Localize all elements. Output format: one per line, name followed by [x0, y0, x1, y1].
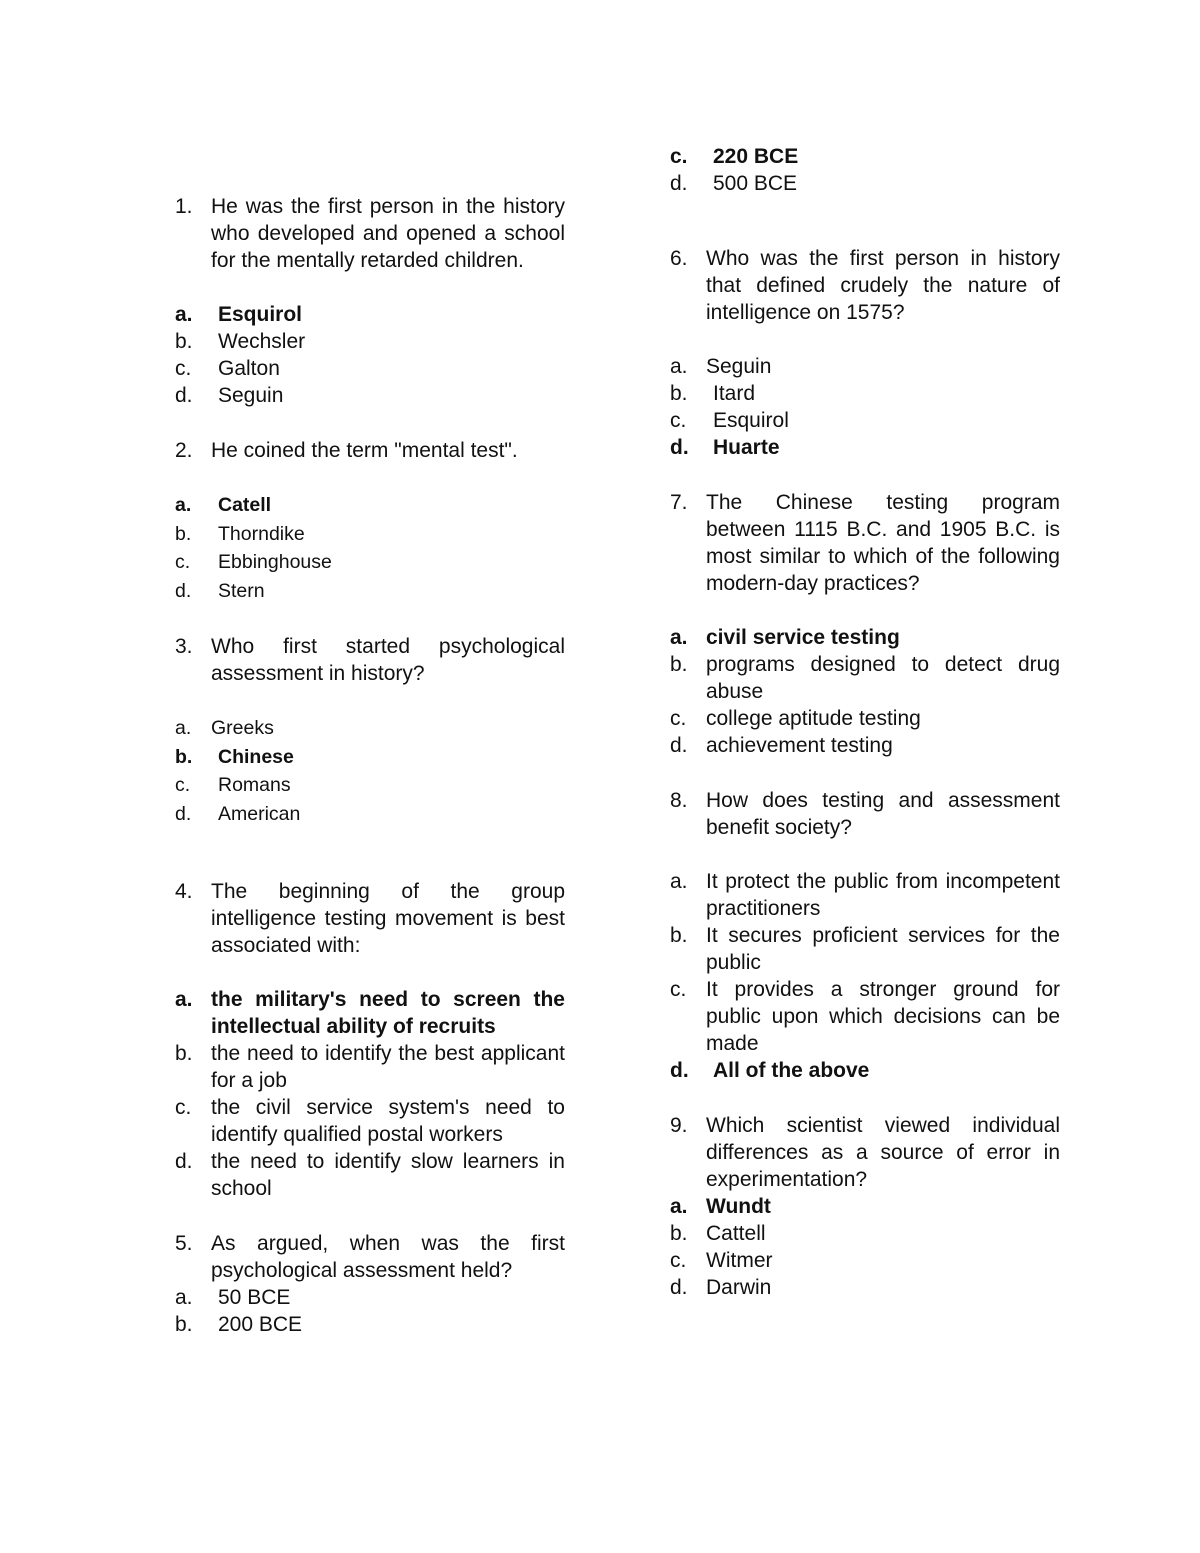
option-text: Seguin — [218, 384, 284, 407]
question-text: The beginning of the group intelligence testing movement is best associated with: — [211, 880, 565, 957]
option-3c — [175, 771, 565, 800]
option-8b — [670, 922, 1060, 976]
option-text: civil service testing — [706, 626, 900, 649]
option-3d — [175, 800, 565, 829]
option-letter: b. — [670, 653, 688, 676]
question-9 — [670, 1112, 1060, 1193]
option-7d — [670, 732, 1060, 759]
option-text: Catell — [218, 494, 272, 516]
option-3a — [175, 714, 565, 743]
option-text: the military's need to screen the intellectual ability of recruits — [211, 988, 565, 1038]
right-column — [670, 143, 1060, 1301]
option-text: Thorndike — [218, 522, 305, 545]
option-text: Romans — [218, 774, 291, 796]
option-text: programs designed to detect drug abuse — [706, 653, 1060, 703]
option-8d — [670, 1057, 1060, 1084]
option-text: 50 BCE — [218, 1286, 291, 1309]
question-2 — [175, 437, 565, 464]
question-text: He was the first person in the history who developed and opened a school for the mentally retarded children. — [211, 195, 565, 272]
option-2a — [175, 491, 565, 520]
question-text: Who was the first person in history that defined crudely the nature of intelligence on 1575? — [706, 247, 1060, 324]
options-9 — [670, 1193, 1060, 1301]
question-number: 4. — [175, 880, 193, 903]
option-9c — [670, 1247, 1060, 1274]
option-letter: d. — [670, 172, 688, 195]
option-4d — [175, 1148, 565, 1202]
option-letter: b. — [175, 745, 193, 768]
options-1 — [175, 301, 565, 409]
option-1b — [175, 328, 565, 355]
question-text: Who first started psychological assessment in history? — [211, 635, 565, 685]
question-8 — [670, 787, 1060, 841]
option-7a — [670, 624, 1060, 651]
option-1a — [175, 301, 565, 328]
option-9d — [670, 1274, 1060, 1301]
question-number: 1. — [175, 195, 193, 218]
question-number: 8. — [670, 789, 688, 812]
option-text: Darwin — [706, 1276, 772, 1299]
option-letter: b. — [670, 382, 688, 405]
options-5-left — [175, 1284, 565, 1338]
left-column — [175, 193, 565, 1338]
option-letter: b. — [175, 1313, 193, 1336]
options-6 — [670, 353, 1060, 461]
option-text: Chinese — [218, 745, 294, 768]
question-1 — [175, 193, 565, 274]
option-letter: d. — [175, 1150, 193, 1173]
option-letter: a. — [175, 988, 193, 1011]
option-letter: c. — [175, 1096, 192, 1119]
option-letter: b. — [175, 330, 193, 353]
question-number: 2. — [175, 439, 193, 462]
option-letter: b. — [670, 924, 688, 947]
option-letter: b. — [175, 1042, 193, 1065]
options-5-right — [670, 143, 1060, 197]
question-number: 7. — [670, 491, 688, 514]
question-text: The Chinese testing program between 1115 B.C. and 1905 B.C. is most similar to which of the following modern-day practices? — [706, 491, 1060, 595]
option-letter: a. — [175, 717, 192, 739]
option-text: 500 BCE — [713, 172, 798, 195]
question-number: 3. — [175, 635, 193, 658]
option-3b — [175, 743, 565, 772]
option-text: Huarte — [713, 436, 780, 459]
option-text: Stern — [218, 579, 265, 602]
options-4 — [175, 986, 565, 1202]
option-letter: c. — [175, 357, 192, 380]
option-text: It secures proficient services for the public — [706, 924, 1060, 974]
question-number: 5. — [175, 1232, 193, 1255]
option-8c — [670, 976, 1060, 1057]
option-letter: a. — [175, 494, 192, 516]
option-text: Greeks — [211, 717, 274, 739]
question-6 — [670, 245, 1060, 326]
option-letter: d. — [670, 1059, 689, 1082]
question-text: Which scientist viewed individual differences as a source of error in experimentation? — [706, 1114, 1060, 1191]
option-5d — [670, 170, 1060, 197]
option-text: Esquirol — [713, 409, 789, 432]
option-1d — [175, 382, 565, 409]
option-letter: d. — [175, 579, 192, 602]
question-3 — [175, 633, 565, 687]
option-text: Seguin — [706, 355, 772, 378]
option-text: achievement testing — [706, 734, 893, 757]
option-text: Galton — [218, 357, 280, 380]
option-9a — [670, 1193, 1060, 1220]
option-letter: d. — [175, 802, 192, 825]
option-6d — [670, 434, 1060, 461]
option-9b — [670, 1220, 1060, 1247]
options-8 — [670, 868, 1060, 1084]
option-text: Wundt — [706, 1195, 771, 1218]
option-letter: c. — [670, 145, 688, 168]
option-7b — [670, 651, 1060, 705]
options-3 — [175, 714, 565, 828]
option-text: Witmer — [706, 1249, 773, 1272]
option-text: 220 BCE — [713, 145, 799, 168]
option-6c — [670, 407, 1060, 434]
option-text: It protect the public from incompetent practitioners — [706, 870, 1060, 920]
option-text: college aptitude testing — [706, 707, 921, 730]
option-letter: a. — [175, 303, 193, 326]
option-letter: d. — [175, 384, 193, 407]
question-number: 9. — [670, 1114, 688, 1137]
option-letter: b. — [670, 1222, 688, 1245]
option-8a — [670, 868, 1060, 922]
question-5 — [175, 1230, 565, 1284]
option-2b — [175, 520, 565, 549]
option-6a — [670, 353, 1060, 380]
option-letter: c. — [670, 707, 687, 730]
option-text: the need to identify slow learners in school — [211, 1150, 565, 1200]
option-2d — [175, 577, 565, 606]
option-letter: a. — [670, 355, 688, 378]
option-text: Cattell — [706, 1222, 766, 1245]
option-letter: d. — [670, 436, 689, 459]
question-7 — [670, 489, 1060, 597]
question-text: How does testing and assessment benefit society? — [706, 789, 1060, 839]
option-letter: a. — [175, 1286, 193, 1309]
options-7 — [670, 624, 1060, 759]
question-number: 6. — [670, 247, 688, 270]
option-1c — [175, 355, 565, 382]
option-text: Esquirol — [218, 303, 303, 326]
question-text: As argued, when was the first psychological assessment held? — [211, 1232, 565, 1282]
option-letter: c. — [175, 774, 191, 796]
option-letter: b. — [175, 522, 192, 545]
option-text: Wechsler — [218, 330, 306, 353]
option-letter: a. — [670, 626, 688, 649]
option-letter: c. — [175, 551, 191, 573]
option-text: Ebbinghouse — [218, 551, 332, 573]
option-text: Itard — [713, 382, 756, 405]
option-letter: d. — [670, 1276, 688, 1299]
option-6b — [670, 380, 1060, 407]
option-5a — [175, 1284, 565, 1311]
option-letter: a. — [670, 1195, 688, 1218]
option-7c — [670, 705, 1060, 732]
option-letter: c. — [670, 1249, 687, 1272]
option-text: American — [218, 802, 301, 825]
option-5c — [670, 143, 1060, 170]
option-letter: d. — [670, 734, 688, 757]
question-4 — [175, 878, 565, 959]
option-text: the need to identify the best applicant for a job — [211, 1042, 565, 1092]
option-text: All of the above — [713, 1059, 870, 1082]
option-letter: c. — [670, 409, 687, 432]
question-text: He coined the term "mental test". — [211, 439, 518, 462]
option-4a — [175, 986, 565, 1040]
options-2 — [175, 491, 565, 605]
option-5b — [175, 1311, 565, 1338]
option-letter: c. — [670, 978, 687, 1001]
option-text: 200 BCE — [218, 1313, 303, 1336]
option-4c — [175, 1094, 565, 1148]
option-2c — [175, 548, 565, 577]
option-4b — [175, 1040, 565, 1094]
option-letter: a. — [670, 870, 688, 893]
option-text: It provides a stronger ground for public upon which decisions can be made — [706, 978, 1060, 1055]
option-text: the civil service system's need to identify qualified postal workers — [211, 1096, 565, 1146]
